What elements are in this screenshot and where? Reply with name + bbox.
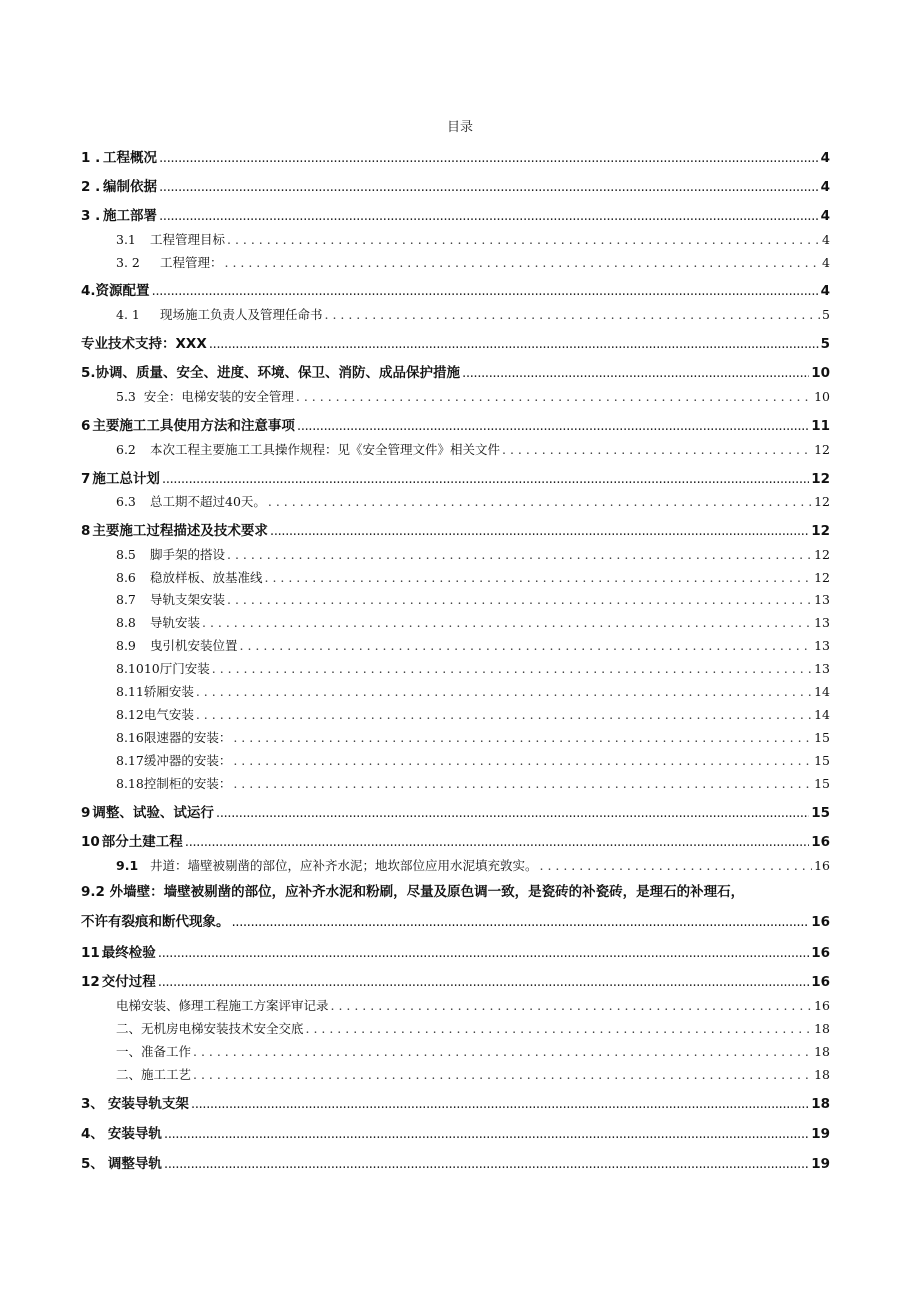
entry-number: 4. 1 (116, 307, 140, 322)
dot-leader (265, 570, 813, 585)
entry-number: 9.1 (116, 858, 139, 873)
entry-text: 导轨安装 (150, 615, 201, 630)
entry-text: 总工期不超过40天。 (150, 494, 266, 509)
entry-text: 稳放样板、放基准线 (150, 570, 263, 585)
entry-number: 12 (81, 974, 100, 990)
entry-page: 12 (814, 442, 830, 457)
toc-entry[interactable] (81, 1122, 830, 1142)
entry-page: 12 (814, 494, 830, 509)
entry-number: 9 (81, 805, 91, 821)
entry-page: 14 (814, 684, 830, 699)
toc-subentry[interactable] (116, 1019, 830, 1037)
entry-text: 安装导轨 (107, 1126, 162, 1142)
entry-text: 部分土建工程 (101, 834, 183, 850)
entry-text: 井道：墙壁被剔凿的部位，应补齐水泥；地坎部位应用水泥填充敦实。 (150, 858, 538, 873)
entry-page: 16 (814, 998, 830, 1013)
entry-text: 二、施工工艺 (116, 1067, 192, 1082)
dot-leader (159, 208, 819, 224)
toc-subentry[interactable] (116, 636, 830, 654)
toc-subentry[interactable] (116, 751, 830, 769)
dot-leader (185, 834, 809, 850)
entry-number: 7 (81, 471, 91, 487)
dot-leader (540, 858, 813, 873)
entry-number: 6.3 (116, 494, 136, 509)
entry-page: 18 (814, 1021, 830, 1036)
entry-number: 8.7 (116, 592, 136, 607)
entry-text: 施工总计划 (92, 471, 160, 487)
toc-subentry[interactable] (116, 659, 830, 677)
dot-leader (158, 974, 809, 990)
dot-leader (240, 638, 813, 653)
entry-text: 安装导轨支架 (107, 1096, 189, 1112)
dot-leader (164, 1126, 809, 1142)
entry-number: 3、 (81, 1096, 104, 1112)
entry-number: 8.11 (116, 684, 144, 699)
entry-text: 最终检验 (101, 945, 156, 961)
entry-page: 15 (811, 805, 830, 821)
entry-page: 4 (820, 283, 830, 299)
entry-page: 4 (820, 179, 830, 195)
entry-number: 5.3 (116, 389, 136, 404)
entry-page: 13 (814, 615, 830, 630)
entry-text: 10厅门安装 (143, 661, 210, 676)
toc-subentry[interactable] (116, 774, 830, 792)
entry-page: 4 (822, 232, 830, 247)
toc-subentry[interactable] (116, 728, 830, 746)
entry-number: 4. (81, 283, 96, 299)
toc-entry[interactable] (81, 175, 830, 195)
entry-text: 控制柜的安装： (143, 776, 232, 791)
entry-page: 16 (814, 858, 830, 873)
toc-entry[interactable] (81, 801, 830, 821)
entry-page: 18 (814, 1067, 830, 1082)
paragraph-line-2-row (81, 910, 830, 930)
entry-page: 18 (814, 1044, 830, 1059)
entry-number: 8.6 (116, 570, 136, 585)
dot-leader (164, 1156, 809, 1172)
toc-subentry[interactable] (116, 253, 830, 271)
entry-number: 3 . (81, 208, 101, 224)
toc-subentry[interactable] (116, 856, 830, 874)
entry-text: 协调、质量、安全、进度、环境、保卫、消防、成品保护措施 (95, 365, 461, 381)
dot-leader (227, 547, 812, 562)
toc-subentry[interactable] (116, 613, 830, 631)
dot-leader (159, 179, 819, 195)
entry-text: 主要施工工具使用方法和注意事项 (92, 418, 295, 434)
entry-page: 4 (822, 255, 830, 270)
toc-entry[interactable] (81, 941, 830, 961)
entry-page: 13 (814, 592, 830, 607)
entry-number: 5. (81, 365, 96, 381)
entry-text: 一、准备工作 (116, 1044, 192, 1059)
toc-subentry[interactable] (116, 568, 830, 586)
dot-leader (159, 150, 819, 166)
entry-page: 13 (814, 661, 830, 676)
entry-number: 3. 2 (116, 255, 140, 270)
toc-subentry[interactable] (116, 1042, 830, 1060)
dot-leader (191, 1096, 809, 1112)
dot-leader (268, 494, 812, 509)
dot-leader (152, 283, 819, 299)
entry-page: 10 (814, 389, 830, 404)
dot-leader (270, 523, 809, 539)
entry-text: 编制依据 (103, 179, 157, 195)
entry-page: 16 (811, 834, 830, 850)
entry-page: 12 (811, 471, 830, 487)
toc-entry[interactable] (81, 519, 830, 539)
toc-subentry[interactable] (116, 305, 830, 323)
entry-number: 6 (81, 418, 91, 434)
toc-entry[interactable] (81, 414, 830, 434)
toc-entry[interactable] (81, 146, 830, 166)
dot-leader (196, 707, 812, 722)
dot-leader (196, 684, 812, 699)
dot-leader (212, 661, 812, 676)
entry-page: 4 (820, 208, 830, 224)
toc-subentry[interactable] (116, 440, 830, 458)
toc-subentry[interactable] (116, 996, 830, 1014)
dot-leader (193, 1044, 812, 1059)
entry-text: 电气安装 (143, 707, 194, 722)
entry-page: 19 (811, 1156, 830, 1172)
entry-text: 施工部署 (103, 208, 157, 224)
entry-text: 二、无机房电梯安装技术安全交底 (116, 1021, 304, 1036)
entry-number: 11 (81, 945, 100, 961)
entry-number: 8.12 (116, 707, 144, 722)
entry-text: 工程管理目标 (150, 232, 226, 247)
dot-leader (233, 776, 812, 791)
toc-subentry[interactable] (116, 682, 830, 700)
toc-entry[interactable] (81, 361, 830, 381)
entry-number: 8.10 (116, 661, 144, 676)
entry-number: 4、 (81, 1126, 104, 1142)
dot-leader (227, 592, 812, 607)
dot-leader (325, 307, 821, 322)
toc-entry[interactable] (81, 279, 830, 299)
toc-subentry[interactable] (116, 590, 830, 608)
dot-leader (297, 418, 809, 434)
dot-leader (158, 945, 809, 961)
toc-entry[interactable] (81, 1152, 830, 1172)
toc-entry[interactable] (81, 467, 830, 487)
entry-text: 限速器的安装： (143, 730, 232, 745)
dot-leader (331, 998, 813, 1013)
dot-leader (162, 471, 809, 487)
toc-entry[interactable] (81, 204, 830, 224)
toc-entry[interactable] (81, 1092, 830, 1112)
entry-text: 资源配置 (95, 283, 150, 299)
dot-leader (502, 442, 812, 457)
entry-text: 调整、试验、试运行 (92, 805, 214, 821)
toc-subentry[interactable] (116, 705, 830, 723)
entry-number: 6.2 (116, 442, 136, 457)
entry-page: 15 (814, 753, 830, 768)
toc-entry[interactable] (81, 830, 830, 850)
dot-leader (209, 336, 819, 352)
dot-leader (306, 1021, 813, 1036)
entry-number: 8.16 (116, 730, 144, 745)
entry-page: 12 (814, 570, 830, 585)
toc-entry[interactable] (81, 970, 830, 990)
entry-text: 主要施工过程描述及技术要求 (92, 523, 268, 539)
dot-leader (202, 615, 812, 630)
entry-number: 5、 (81, 1156, 104, 1172)
dot-leader (233, 730, 812, 745)
entry-text: 工程概况 (103, 150, 157, 166)
entry-text: 专业技术支持：XXX (81, 336, 207, 352)
entry-page: 5 (820, 336, 830, 352)
entry-number: 8.17 (116, 753, 144, 768)
entry-page: 19 (811, 1126, 830, 1142)
dot-leader (462, 365, 809, 381)
dot-leader (296, 389, 812, 404)
toc-paragraph-entry[interactable] (81, 880, 830, 930)
entry-text: 本次工程主要施工工具操作规程：见《安全管理文件》相关文件 (150, 442, 501, 457)
entry-text: 轿厢安装 (143, 684, 194, 699)
entry-number: 8.18 (116, 776, 144, 791)
paragraph-line-2: 不许有裂痕和断代现象。 (81, 914, 230, 930)
entry-text: 导轨支架安装 (150, 592, 226, 607)
dot-leader (233, 753, 812, 768)
entry-page: 15 (814, 730, 830, 745)
entry-page: 5 (822, 307, 830, 322)
paragraph-line-1: 9.2 外墙壁：墙壁被剔凿的部位，应补齐水泥和粉刷，尽量及原色调一致，是瓷砖的补瓷砖，是理石的补理石， (81, 884, 745, 900)
dot-leader (216, 805, 809, 821)
entry-text: 缓冲器的安装： (143, 753, 232, 768)
toc-subentry[interactable] (116, 492, 830, 510)
entry-number: 3.1 (116, 232, 136, 247)
entry-number: 2 . (81, 179, 101, 195)
entry-page: 10 (811, 365, 830, 381)
toc-title: 目录 (446, 120, 473, 135)
entry-page: 14 (814, 707, 830, 722)
toc-entry[interactable] (81, 332, 830, 352)
dot-leader (225, 255, 821, 270)
entry-number: 8.9 (116, 638, 136, 653)
entry-text: 电梯安装、修理工程施工方案评审记录 (116, 998, 329, 1013)
entry-text: 安全：电梯安装的安全管理 (143, 389, 294, 404)
entry-text: 曳引机安装位置 (150, 638, 238, 653)
entry-page: 4 (820, 150, 830, 166)
entry-number: 8.5 (116, 547, 136, 562)
entry-page: 11 (811, 418, 830, 434)
entry-page: 13 (814, 638, 830, 653)
entry-number: 10 (81, 834, 100, 850)
entry-number: 8.8 (116, 615, 136, 630)
toc-subentry[interactable] (116, 1065, 830, 1083)
entry-page: 18 (811, 1096, 830, 1112)
entry-text: 现场施工负责人及管理任命书 (160, 307, 323, 322)
entry-number: 1 . (81, 150, 101, 166)
entry-text: 工程管理： (160, 255, 223, 270)
entry-number: 8 (81, 523, 91, 539)
dot-leader (232, 914, 810, 930)
entry-page: 16 (811, 974, 830, 990)
entry-page: 15 (814, 776, 830, 791)
entry-page: 12 (814, 547, 830, 562)
toc-subentry[interactable] (116, 387, 830, 405)
entry-page: 12 (811, 523, 830, 539)
entry-text: 脚手架的搭设 (150, 547, 226, 562)
entry-text: 交付过程 (101, 974, 156, 990)
entry-text: 调整导轨 (107, 1156, 162, 1172)
entry-page: 16 (811, 914, 830, 930)
dot-leader (227, 232, 820, 247)
entry-page: 16 (811, 945, 830, 961)
toc-subentry[interactable] (116, 545, 830, 563)
toc-subentry[interactable] (116, 230, 830, 248)
dot-leader (193, 1067, 812, 1082)
